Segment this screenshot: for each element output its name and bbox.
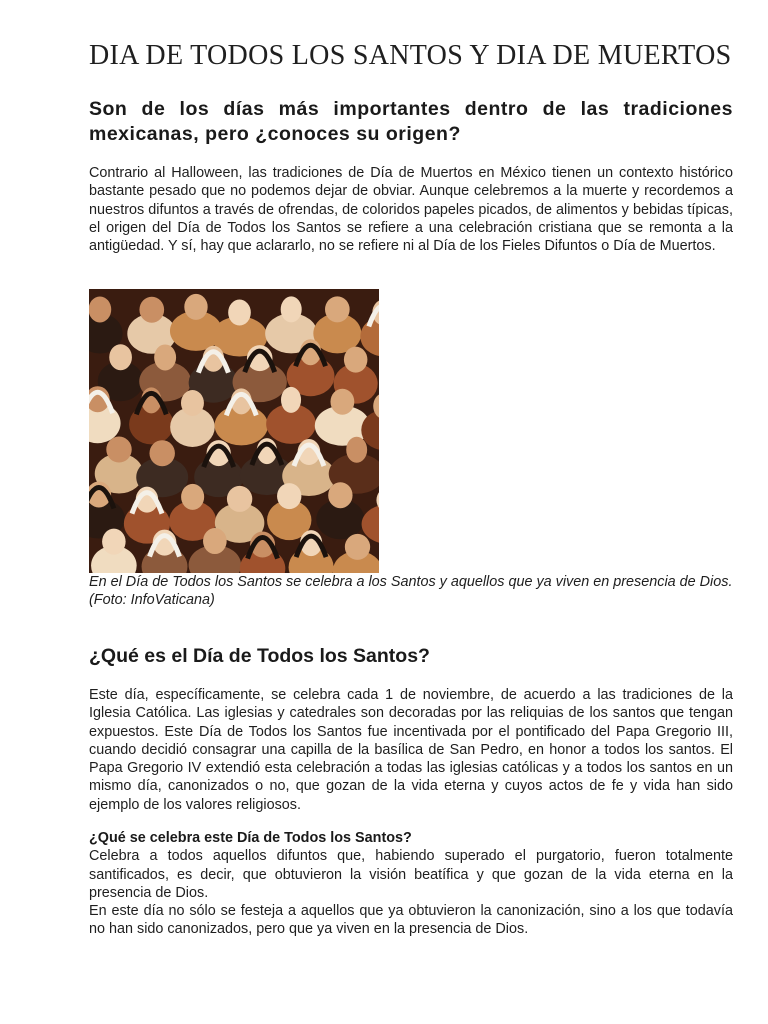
intro-paragraph: Contrario al Halloween, las tradiciones de Día de Muertos en México tienen un contexto histórico bastante pesado que no podemos dejar de obviar. Aunque celebremos a la muerte y recordemos a nuestros difuntos a través de ofrendas, de coloridos papeles picados, de alimentos y bebidas típicas, el origen del Día de Todos los Santos se refiere a una celebración cristiana que se remonta a la antigüedad. Y sí, hay que aclararlo, no se refiere ni al Día de los Fieles Difuntos o Día de Muertos. bbox=[89, 165, 733, 255]
saint-figure-face bbox=[149, 440, 174, 466]
saint-figure-face bbox=[345, 534, 370, 560]
saint-figure-face bbox=[281, 387, 301, 413]
saint-figure-face bbox=[154, 344, 176, 370]
saint-figure-face bbox=[181, 484, 204, 510]
document-title: DIA DE TODOS LOS SANTOS Y DIA DE MUERTOS bbox=[89, 40, 732, 71]
saint-figure-face bbox=[102, 529, 126, 555]
saint-figure-face bbox=[346, 437, 367, 463]
sub-paragraph-2: En este día no sólo se festeja a aquellos que ya obtuvieron la canonización, sino a los que todavía no han sido canonizados, pero que ya viven en la presencia de Dios. bbox=[89, 903, 733, 938]
image-caption: En el Día de Todos los Santos se celebra a los Santos y aquellos que ya viven en presencia de Dios. (Foto: InfoVaticana) bbox=[89, 574, 733, 609]
saint-figure-face bbox=[228, 300, 251, 326]
sub-paragraph-1: Celebra a todos aquellos difuntos que, habiendo superado el purgatorio, fueron totalmente santificados, es decir, que obtuvieron la visión beatífica y que gozan de la vida eterna en la presencia de Dios. bbox=[89, 848, 733, 901]
section-paragraph: Este día, específicamente, se celebra cada 1 de noviembre, de acuerdo a las tradiciones de la Iglesia Católica. Las iglesias y catedrales son decoradas por las reliquias de los santos que tengan expuestos. Este Día de Todos los Santos fue incentivada por el pontificado del Papa Gregorio III, cuando decidió consagrar una capilla de la basílica de San Pedro, en honor a todos los santos. El Papa Gregorio IV extendió esta celebración a todas las iglesias católicas y a todos los santos en un mismo día, canonizados o no, que gozan de la vida eterna y cuyos actos de fe y vida han sido ejemplo de los valores religiosos. bbox=[89, 687, 733, 813]
saint-figure-face bbox=[330, 389, 354, 415]
saint-figure-face bbox=[181, 390, 204, 416]
subheading: ¿Qué se celebra este Día de Todos los Santos? bbox=[89, 830, 412, 846]
saint-figure-face bbox=[344, 347, 368, 373]
saint-figure-face bbox=[184, 294, 207, 320]
saint-figure-face bbox=[89, 296, 111, 322]
document-subtitle: Son de los días más importantes dentro de las tradiciones mexicanas, pero ¿conoces su origen? bbox=[89, 98, 733, 145]
saints-collage-image bbox=[89, 289, 379, 573]
saint-figure-face bbox=[227, 486, 252, 512]
saint-figure-face bbox=[139, 297, 164, 323]
section-heading: ¿Qué es el Día de Todos los Santos? bbox=[89, 645, 430, 667]
saint-figure-face bbox=[106, 437, 131, 463]
saint-figure-face bbox=[281, 296, 302, 322]
saints-collage-graphic bbox=[89, 289, 379, 573]
saint-figure-face bbox=[328, 482, 352, 508]
saint-figure-face bbox=[325, 296, 350, 322]
saint-figure-face bbox=[277, 483, 301, 509]
saint-figure-face bbox=[203, 528, 227, 554]
celebration-section bbox=[89, 829, 733, 939]
saint-figure-face bbox=[109, 344, 132, 370]
